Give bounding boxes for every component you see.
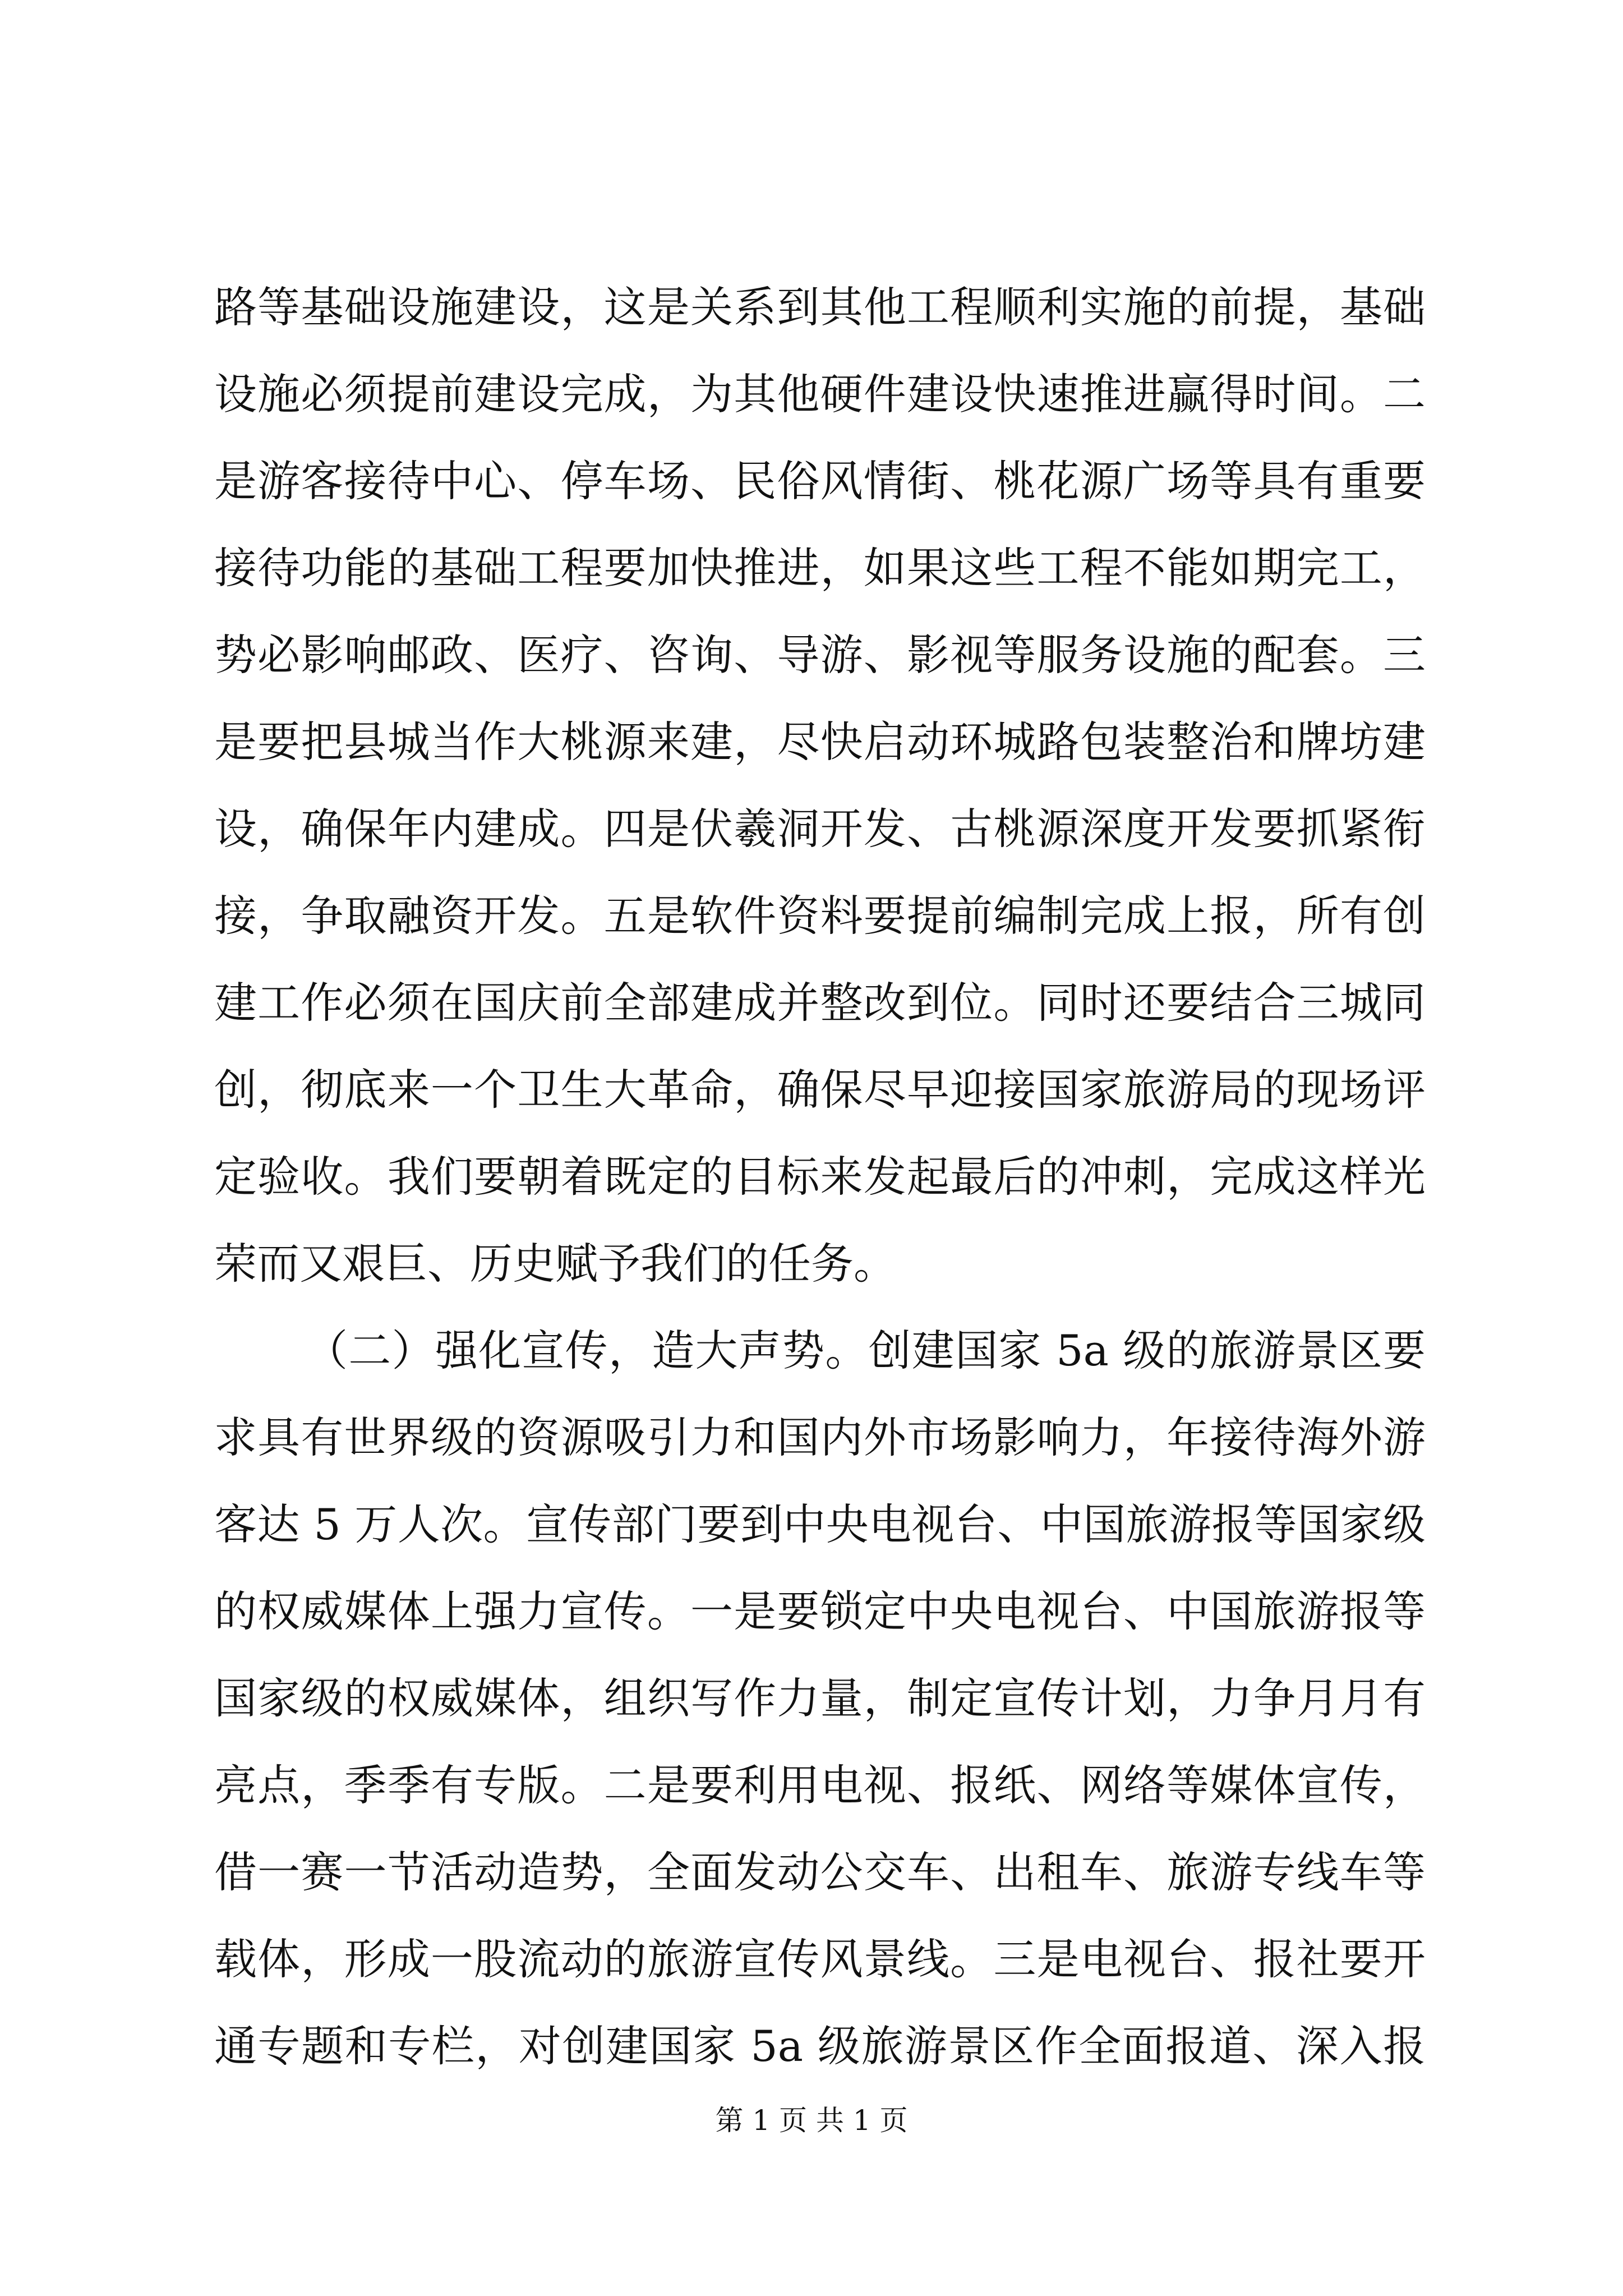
- text-line: 设施必须提前建设完成，为其他硬件建设快速推进赢得时间。二: [214, 369, 1426, 419]
- text-line: 接待功能的基础工程要加快推进，如果这些工程不能如期完工，: [214, 543, 1426, 593]
- text-line: 通专题和专栏，对创建国家 5a 级旅游景区作全面报道、深入报: [214, 2021, 1426, 2071]
- text-line: 是要把县城当作大桃源来建，尽快启动环城路包装整治和牌坊建: [214, 717, 1426, 767]
- text-line: 路等基础设施建设，这是关系到其他工程顺利实施的前提，基础: [214, 282, 1426, 332]
- text-line: 是游客接待中心、停车场、民俗风情街、桃花源广场等具有重要: [214, 456, 1426, 506]
- text-line: 接，争取融资开发。五是软件资料要提前编制完成上报，所有创: [214, 891, 1426, 941]
- text-line: 国家级的权威媒体，组织写作力量，制定宣传计划，力争月月有: [214, 1673, 1426, 1723]
- text-line: 创，彻底来一个卫生大革命，确保尽早迎接国家旅游局的现场评: [214, 1065, 1426, 1115]
- text-line: 势必影响邮政、医疗、咨询、导游、影视等服务设施的配套。三: [214, 630, 1426, 680]
- paragraph-1: [214, 264, 1426, 1307]
- text-line: 借一赛一节活动造势，全面发动公交车、出租车、旅游专线车等: [214, 1847, 1426, 1897]
- text-line: 载体，形成一股流动的旅游宣传风景线。三是电视台、报社要开: [214, 1934, 1426, 1984]
- text-line: 荣而又艰巨、历史赋予我们的任务。: [214, 1239, 896, 1289]
- text-line: 亮点，季季有专版。二是要利用电视、报纸、网络等媒体宣传，: [214, 1760, 1426, 1810]
- page-number-footer: 第 1 页 共 1 页: [715, 2104, 908, 2137]
- text-line: 的权威媒体上强力宣传。一是要锁定中央电视台、中国旅游报等: [214, 1586, 1426, 1636]
- text-line: 定验收。我们要朝着既定的目标来发起最后的冲刺，完成这样光: [214, 1152, 1426, 1202]
- text-line: 设，确保年内建成。四是伏羲洞开发、古桃源深度开发要抓紧衔: [214, 804, 1426, 854]
- text-line: 建工作必须在国庆前全部建成并整改到位。同时还要结合三城同: [214, 978, 1426, 1028]
- text-line: （二）强化宣传，造大声势。创建国家 5a 级的旅游景区要: [305, 1326, 1426, 1375]
- text-line: 客达 5 万人次。宣传部门要到中央电视台、中国旅游报等国家级: [214, 1499, 1426, 1549]
- document-body: [214, 264, 1426, 2090]
- text-line: 求具有世界级的资源吸引力和国内外市场影响力，年接待海外游: [214, 1412, 1426, 1462]
- paragraph-2: [214, 1307, 1426, 2090]
